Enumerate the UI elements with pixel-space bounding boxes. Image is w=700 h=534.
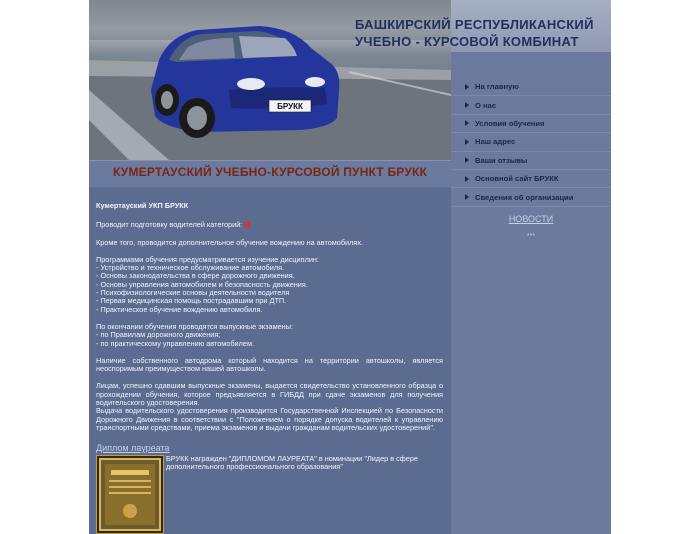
certificate-paragraph: Лицам, успешно сдавшим выпускные экзамены, выдается свидетельство установленного образца о прохождении обучения, которое предъявляется в ГИБДД при сдаче экзаменов для получения водительского удостоверения. bbox=[96, 381, 443, 408]
page-title: КУМЕРТАУСКИЙ УЧЕБНО-КУРСОВОЙ ПУНКТ БРУКК bbox=[112, 165, 428, 179]
nav-item-home[interactable]: На главную bbox=[451, 78, 611, 96]
site-title bbox=[355, 16, 605, 50]
disciplines-paragraph: Программами обучения предусматривается изучение дисциплин: - Устройство и техническое обслуживание автомобиля. - Основы законодательства в сфере дорожного движения. - Основы управления автомобилем и безопасность движения. - Психофизиологические основы деятельности водителя - Первая медицинская помощь пострадавшим при ДТП. - Практическое обучение вождению автомобиля. bbox=[96, 254, 319, 314]
discipline-item: - Устройство и техническое обслуживание автомобиля. bbox=[96, 263, 285, 273]
autodrome-paragraph: Наличие собственного автодрома который находится на территории автошколы, является неоспоримым преимуществом нашей автошколы. bbox=[96, 355, 443, 374]
diploma-caption: БРУКК награжден "ДИПЛОМОМ ЛАУРЕАТА" в номинации "Лидер в сфере дополнительного профессионального образования" bbox=[166, 454, 418, 472]
diploma-image[interactable] bbox=[96, 455, 164, 534]
nav-item-organization-info[interactable]: Сведения об организации bbox=[451, 188, 611, 206]
sidebar bbox=[451, 52, 611, 534]
site-title-line2: УЧЕБНО - КУРСОВОЙ КОМБИНАТ bbox=[355, 34, 579, 49]
triangle-bullet-icon bbox=[465, 120, 469, 126]
discipline-item: - Основы законодательства в сфере дорожного движения. bbox=[96, 271, 295, 281]
nav-item-address[interactable]: Наш адрес bbox=[451, 133, 611, 151]
main-nav bbox=[451, 78, 611, 207]
site-title-line1: БАШКИРСКИЙ РЕСПУБЛИКАНСКИЙ bbox=[355, 17, 594, 32]
nav-item-reviews[interactable]: Ваши отзывы bbox=[451, 152, 611, 170]
org-name: Кумертауский УКП БРУКК bbox=[96, 201, 189, 210]
category-icon bbox=[244, 221, 251, 228]
nav-item-conditions[interactable]: Условия обучения bbox=[451, 115, 611, 133]
discipline-item: - Основы управления автомобилем и безопасность движения. bbox=[96, 279, 308, 289]
nav-item-main-site[interactable]: Основной сайт БРУКК bbox=[451, 170, 611, 188]
exam-item: - по практическому управлению автомобилем. bbox=[96, 338, 254, 348]
content-body bbox=[96, 202, 443, 441]
exams-paragraph: По окончании обучения проводятся выпускные экзамены: - по Правилам дорожного движения; - по практическому управлению автомобилем. bbox=[96, 321, 293, 348]
news-link[interactable]: НОВОСТИ bbox=[508, 214, 554, 224]
discipline-item: - Психофизиологические основы деятельности водителя bbox=[96, 288, 290, 298]
triangle-bullet-icon bbox=[465, 102, 469, 108]
exam-item: - по Правилам дорожного движения; bbox=[96, 330, 221, 340]
triangle-bullet-icon bbox=[465, 139, 469, 145]
categories-paragraph: Проводит подготовку водителей категорий: bbox=[96, 221, 443, 229]
triangle-bullet-icon bbox=[465, 84, 469, 90]
site-container bbox=[89, 0, 611, 534]
discipline-item: - Первая медицинская помощь пострадавшим при ДТП. bbox=[96, 296, 287, 306]
triangle-bullet-icon bbox=[465, 176, 469, 182]
nav-item-about[interactable]: О нас bbox=[451, 96, 611, 114]
license-paragraph: Выдача водительского удостоверения производится Государственной Инспекцией по Безопасности Дорожного Движения в соответствии с "Положением о порядке допуска водителей к управлению транспортными средствами, приема экзаменов и выдачи гражданам водительских удостоверений". bbox=[96, 406, 443, 432]
discipline-item: - Практическое обучение вождению автомобиля. bbox=[96, 304, 263, 314]
triangle-bullet-icon bbox=[465, 157, 469, 163]
diploma-link[interactable]: Диплом лауреата bbox=[96, 443, 170, 453]
news-placeholder: *** bbox=[526, 233, 536, 240]
car-plate: БРУКК bbox=[277, 102, 303, 111]
triangle-bullet-icon bbox=[465, 194, 469, 200]
extra-training-paragraph: Кроме того, проводится дополнительное обучение вождению на автомобилях. bbox=[96, 237, 363, 247]
